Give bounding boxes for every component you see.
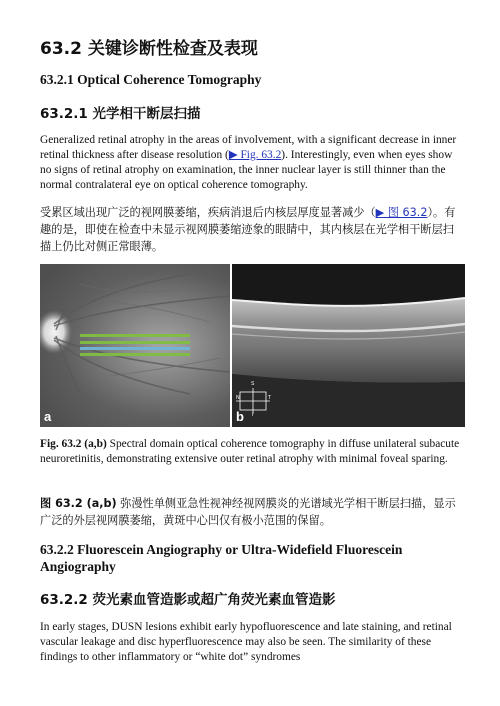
section-title: 63.2 关键诊断性检查及表现 xyxy=(40,39,258,59)
paragraph-text: 受累区域出现广泛的视网膜萎缩，疾病消退后内核层厚度显著减少（ xyxy=(40,206,376,219)
caption-text: Spectral domain optical coherence tomography in diffuse unilateral subacute neuroretinitis, demonstrating extensive outer retinal atrophy with minimal foveal sparing. xyxy=(40,438,460,465)
paragraph-oct-en xyxy=(40,133,460,193)
figure-reference: Fig. 63.2 (a,b) xyxy=(40,438,107,450)
paragraph-text: ）。有趣的是，即使在检查中未显示视网膜萎缩迹象的眼睛中，其内核层在光学相干断层扫描上仍比对侧正常眼薄。 xyxy=(40,206,456,253)
figure-link[interactable]: ▶ 图 63.2 xyxy=(375,206,428,219)
paragraph-text: Generalized retinal atrophy in the areas of involvement, with a significant decrease in inner retinal thickness after disease resolution ( xyxy=(40,134,457,161)
oct-figure xyxy=(40,264,465,427)
oct-scan-panel xyxy=(232,264,465,427)
paragraph-oct-cn xyxy=(40,204,460,255)
figure-caption-cn xyxy=(40,495,460,529)
paragraph-fa-en: In early stages, DUSN lesions exhibit early hypofluorescence and late staining, and retinal vascular leakage and disc hyperfluorescence may also be seen. The similarity of these findings to other inflammatory or “white dot” syndromes xyxy=(40,621,452,663)
orientation-t-label: T xyxy=(268,395,272,401)
orientation-n-label: N xyxy=(236,395,240,401)
panel-b-label: b xyxy=(236,409,244,424)
orientation-i-label: I xyxy=(252,412,254,418)
figure-link[interactable]: ▶ Fig. 63.2 xyxy=(228,149,282,161)
figure-reference: 图 63.2 (a,b) xyxy=(40,497,117,510)
caption-text: 弥漫性单侧亚急性视神经视网膜炎的光谱域光学相干断层扫描，显示广泛的外层视网膜萎缩，黄斑中心凹仅有极小范围的保留。 xyxy=(40,497,456,527)
subsection-title-fa-en: 63.2.2 Fluorescein Angiography or Ultra-Widefield Fluorescein Angiography xyxy=(40,542,403,574)
oct-scan-image xyxy=(232,264,465,427)
fundus-image-panel xyxy=(40,264,230,427)
figure-caption-en xyxy=(40,437,460,467)
paragraph-text: ). Interestingly, even when eyes show no signs of retinal atrophy on examination, the inner nuclear layer is still thinner than the normal contralateral eye on optical coherence tomography. xyxy=(40,149,453,191)
panel-a-label: a xyxy=(44,409,52,424)
subsection-title-oct-en: 63.2.1 Optical Coherence Tomography xyxy=(40,72,262,87)
subsection-title-fa-cn: 63.2.2 荧光素血管造影或超广角荧光素血管造影 xyxy=(40,592,336,608)
subsection-title-oct-cn: 63.2.1 光学相干断层扫描 xyxy=(40,106,201,122)
orientation-s-label: S xyxy=(251,381,255,387)
fundus-image xyxy=(40,264,230,427)
